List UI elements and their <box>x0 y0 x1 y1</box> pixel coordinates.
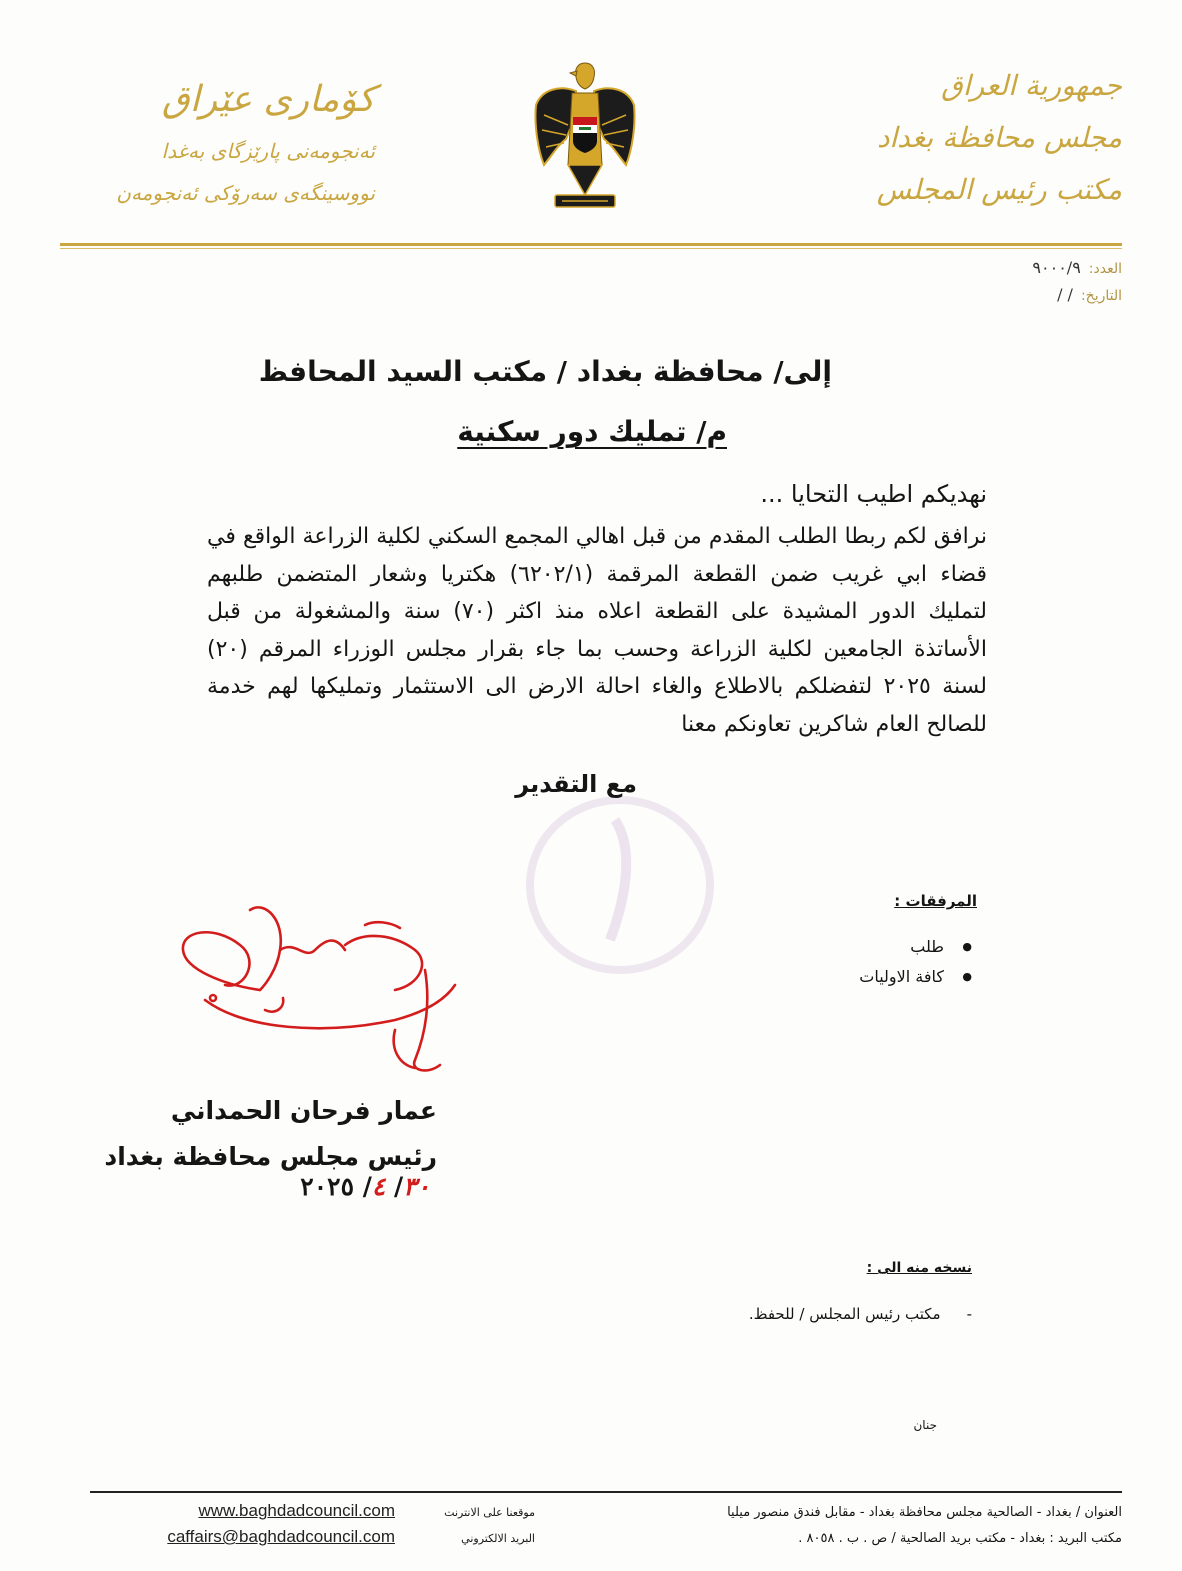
ref-date-label: التاريخ: <box>1080 288 1122 304</box>
signature-date: ٣٠/ ٤/ ٢٠٢٥ <box>300 1172 430 1201</box>
letterhead-line: مجلس محافظة بغداد <box>876 121 1122 154</box>
copy-to-item: -مكتب رئيس المجلس / للحفظ. <box>748 1305 972 1323</box>
signer-name: عمار فرحان الحمداني <box>170 1096 437 1125</box>
letterhead-line: نووسینگەی سەرۆکی ئەنجومەن <box>116 181 375 205</box>
footer-contacts <box>95 1498 395 1550</box>
address-line: مكتب البريد : بغداد - مكتب بريد الصالحية / ص . ب . ٨٠٥٨ . <box>798 1531 1122 1546</box>
letter-body: نرافق لكم ربطا الطلب المقدم من قبل اهالي المجمع السكني لكلية الزراعة الواقع في قضاء ابي غريب ضمن القطعة المرقمة (٦٢٠٢/١) هكتريا وشعار المتضمن طلبهم لتمليك الدور المشيدة على القطعة اعلاه منذ اكثر (٧٠) سنة والمشغولة من قبل الأساتذة الجامعين لكلية الزراعة وحسب بما جاء بقرار مجلس الوزراء المرقم (٢٠) لسنة ٢٠٢٥ لتفضلكم بالاطلاع والغاء احالة الارض الى الاستثمار وتمليكها لهم خدمة للصالح العام شاكرين تعاونكم معنا <box>207 524 987 737</box>
ref-number <box>922 255 1122 282</box>
letterhead-line: كۆماری عێراق <box>161 79 375 120</box>
list-item: ● طلب <box>672 932 972 962</box>
copy-to-title: نسخه منه الى : <box>866 1260 972 1276</box>
attachments-list <box>672 932 972 992</box>
attachments-title: المرفقات : <box>894 892 977 910</box>
footer-divider <box>90 1491 1122 1493</box>
ref-date <box>922 282 1122 309</box>
list-item: ● كافة الاوليات <box>672 962 972 992</box>
ref-date-value: / / <box>1057 285 1073 304</box>
eagle-emblem-icon <box>530 55 640 215</box>
signer-block <box>37 1088 437 1180</box>
address-line: العنوان / بغداد - الصالحية مجلس محافظة بغداد - مقابل فندق منصور ميليا <box>727 1505 1122 1520</box>
header-divider <box>60 243 1122 246</box>
letterhead-line: مكتب رئيس المجلس <box>876 173 1122 206</box>
header-divider-thin <box>60 248 1122 249</box>
header-left-letterhead <box>55 70 375 214</box>
ref-number-label: العدد: <box>1088 261 1122 277</box>
date-year: ٢٠٢٥ <box>300 1172 355 1201</box>
reference-block <box>922 255 1122 309</box>
copy-to-text: مكتب رئيس المجلس / للحفظ. <box>748 1305 941 1323</box>
footer-address <box>562 1500 1122 1552</box>
letterhead-line: ئەنجومەنی پارێزگای بەغدا <box>161 139 375 163</box>
ref-number-value: ٩٠٠٠/٩ <box>1032 258 1081 277</box>
subject-text: م/ تمليك دور سكنية <box>457 415 727 448</box>
greeting: نهديكم اطيب التحايا ... <box>760 480 987 508</box>
subject-line <box>227 415 727 448</box>
date-month: ٤ <box>371 1172 386 1201</box>
website-label: موقعنا على الانترنت <box>444 1506 535 1519</box>
letterhead-line: جمهورية العراق <box>941 69 1122 102</box>
header-right-letterhead <box>842 60 1122 216</box>
signer-title: رئيس مجلس محافظة بغداد <box>104 1142 437 1171</box>
footer-labels <box>395 1500 535 1552</box>
date-day: ٣٠ <box>403 1172 430 1201</box>
email-link[interactable]: caffairs@baghdadcouncil.com <box>167 1527 395 1546</box>
handwritten-signature <box>165 890 475 1090</box>
typist-initials: جنان <box>913 1418 937 1432</box>
email-label: البريد الالكتروني <box>461 1532 535 1545</box>
website-link[interactable]: www.baghdadcouncil.com <box>198 1501 395 1520</box>
closing-regards: مع التقدير <box>515 770 637 798</box>
recipient-line: إلى/ محافظة بغداد / مكتب السيد المحافظ <box>258 355 832 388</box>
